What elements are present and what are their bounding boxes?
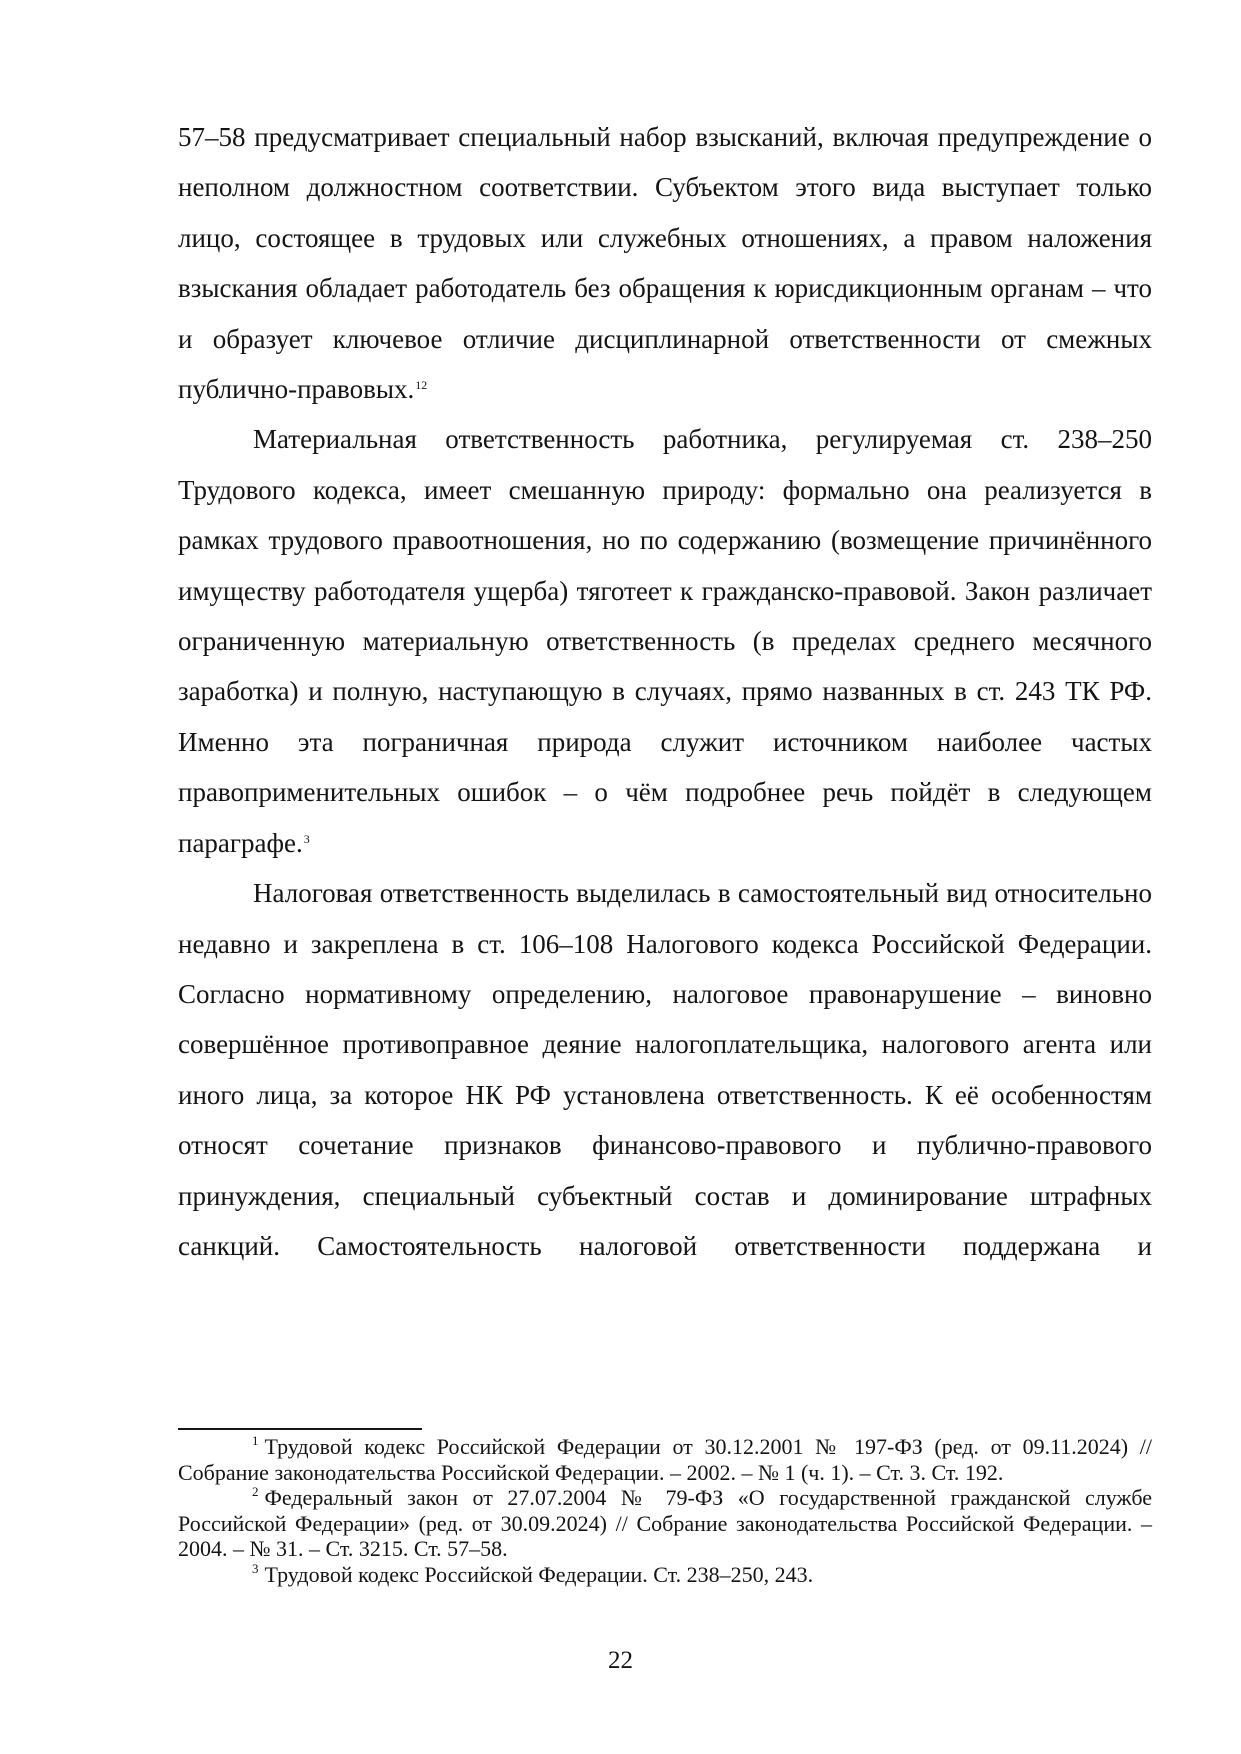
body-text <box>178 112 1152 1271</box>
paragraph <box>178 414 1152 868</box>
footnote-separator <box>178 1428 422 1430</box>
page-number: 22 <box>608 1647 633 1674</box>
paragraph-text: Материальная ответственность работника, регулируемая ст. 238–250 Трудового кодекса, имеет смешанную природу: формально она реализуется в рамках трудового правоотношения, но по содержанию (возмещение причинённого имуществу работодателя ущерба) тяготеет к гражданско-правовой. Закон различает ограниченную материальную ответственность (в пределах среднего месячного заработка) и полную, наступающую в случаях, прямо названных в ст. 243 ТК РФ. Именно эта пограничная природа служит источником наиболее частых правоприменительных ошибок – о чём подробнее речь пойдёт в следующем параграфе. <box>178 424 1152 858</box>
footnote <box>178 1562 1152 1588</box>
footnote-reference: 3 <box>303 831 310 846</box>
paragraph <box>178 112 1152 414</box>
footnotes <box>178 1434 1152 1587</box>
footnote-number: 2 <box>252 1484 259 1499</box>
paragraph <box>178 868 1152 1271</box>
footnote-text: Трудовой кодекс Российской Федерации от 30.12.2001 № 197-ФЗ (ред. от 09.11.2024) // Собрание законодательства Российской Федерации. – 2002. – № 1 (ч. 1). – Ст. 3. Ст. 192. <box>178 1434 1152 1485</box>
footnote-reference: 12 <box>415 378 428 393</box>
footnote-text: Трудовой кодекс Российской Федерации. Ст. 238–250, 243. <box>264 1561 814 1587</box>
paragraph-text: 57–58 предусматривает специальный набор взысканий, включая предупреждение о неполном должностном соответствии. Субъектом этого вида выступает только лицо, состоящее в трудовых или служебных отношениях, а правом наложения взыскания обладает работодатель без обращения к юрисдикционным органам – что и образует ключевое отличие дисциплинарной ответственности от смежных публично-правовых. <box>178 122 1152 405</box>
footnote-number: 3 <box>252 1560 259 1576</box>
paragraph-text: Налоговая ответственность выделилась в самостоятельный вид относительно недавно и закреплена в ст. 106–108 Налогового кодекса Российской Федерации. Согласно нормативному определению, налоговое правонарушение – виновно совершённое противоправное деяние налогоплательщика, налогового агента или иного лица, за которое НК РФ установлена ответственность. К её особенностям относят сочетание признаков финансово-правового и публично-правового принуждения, специальный субъектный состав и доминирование штрафных санкций. Самостоятельность налоговой ответственности поддержана и <box>178 878 1152 1261</box>
footnote <box>178 1434 1152 1485</box>
footnote-text: Федеральный закон от 27.07.2004 № 79-ФЗ «О государственной гражданской службе Российской Федерации» (ред. от 30.09.2024) // Собрание законодательства Российской Федерации. – 2004. – № 31. – Ст. 3215. Ст. 57–58. <box>178 1485 1152 1561</box>
footnote <box>178 1485 1152 1562</box>
footnote-number: 1 <box>252 1433 259 1448</box>
